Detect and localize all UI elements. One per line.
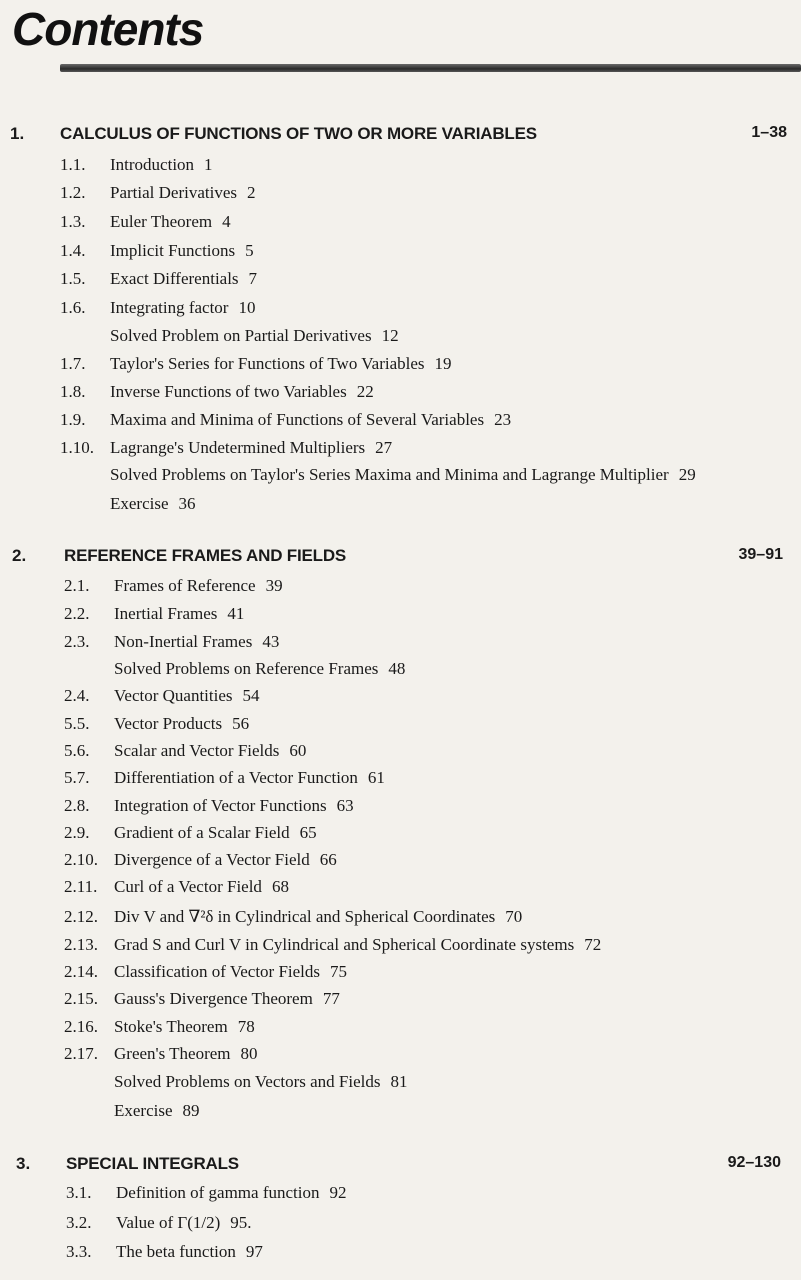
section-title <box>114 875 289 899</box>
section-title <box>114 1042 258 1066</box>
section-page-number: 65 <box>299 823 317 842</box>
section-page-number: 63 <box>336 796 354 815</box>
section-page-number: 92 <box>329 1183 347 1202</box>
section-page-number: 43 <box>262 632 280 651</box>
section-title <box>110 324 399 348</box>
chapter-page-range: 39–91 <box>738 546 783 563</box>
section-number: 1.6. <box>60 298 86 317</box>
section-title-text: Differentiation of a Vector Function <box>114 768 358 787</box>
section-number: 3.2. <box>66 1213 92 1232</box>
section-page-number: 60 <box>289 741 307 760</box>
section-page-number: 70 <box>505 907 523 926</box>
section-title-text: Frames of Reference <box>114 576 256 595</box>
chapter-heading <box>0 1154 801 1180</box>
section-title <box>116 1211 252 1235</box>
section-title <box>114 987 340 1011</box>
section-number: 2.11. <box>64 877 98 896</box>
section-number: 2.17. <box>64 1044 98 1063</box>
section-page-number: 36 <box>178 494 196 513</box>
section-page-number: 54 <box>242 686 260 705</box>
section-number: 2.14. <box>64 962 98 981</box>
section-page-number: 48 <box>388 659 406 678</box>
section-number: 1.3. <box>60 212 86 231</box>
section-page-number: 12 <box>381 326 399 345</box>
section-title-text: Exercise <box>114 1101 173 1120</box>
section-title <box>110 296 255 320</box>
chapter-heading <box>0 546 801 572</box>
chapter-title: REFERENCE FRAMES AND FIELDS <box>64 546 347 565</box>
section-title <box>114 1070 407 1094</box>
section-number: 3.1. <box>66 1183 92 1202</box>
section-title-text: Partial Derivatives <box>110 183 237 202</box>
section-page-number: 27 <box>375 438 393 457</box>
section-number: 1.7. <box>60 354 86 373</box>
section-title-text: Euler Theorem <box>110 212 213 231</box>
section-number: 1.5. <box>60 269 86 288</box>
chapter-number: 1. <box>10 124 25 143</box>
section-number: 1.8. <box>60 382 86 401</box>
section-title-text: Green's Theorem <box>114 1044 231 1063</box>
section-title <box>114 848 337 872</box>
section-number: 5.7. <box>64 768 90 787</box>
section-page-number: 7 <box>248 269 258 288</box>
chapter-number: 2. <box>12 546 27 565</box>
section-title-text: Exact Differentials <box>110 269 239 288</box>
chapter-title: SPECIAL INTEGRALS <box>66 1154 239 1173</box>
section-title-text: Solved Problems on Reference Frames <box>114 659 379 678</box>
section-title <box>110 380 374 404</box>
section-title-text: Inverse Functions of two Variables <box>110 382 347 401</box>
chapter-page-range: 92–130 <box>727 1154 781 1171</box>
section-title <box>110 153 213 177</box>
section-title <box>114 684 260 708</box>
section-title <box>114 712 249 736</box>
section-title-text: Exercise <box>110 494 169 513</box>
section-number: 1.2. <box>60 183 86 202</box>
section-title <box>114 1015 255 1039</box>
section-page-number: 19 <box>434 354 452 373</box>
section-title-text: Solved Problems on Vectors and Fields <box>114 1072 381 1091</box>
section-number: 2.9. <box>64 823 90 842</box>
section-number: 2.10. <box>64 850 98 869</box>
section-title <box>114 905 522 929</box>
section-title-text: Lagrange's Undetermined Multipliers <box>110 438 366 457</box>
section-page-number: 1 <box>204 155 213 174</box>
section-number: 1.4. <box>60 241 86 260</box>
section-page-number: 5 <box>245 241 254 260</box>
section-title <box>110 436 392 460</box>
section-number: 2.12. <box>64 907 98 926</box>
section-title-text: Gauss's Divergence Theorem <box>114 989 313 1008</box>
section-page-number: 75 <box>330 962 348 981</box>
title-rule <box>60 64 801 72</box>
section-title <box>116 1181 346 1205</box>
section-number: 2.3. <box>64 632 90 651</box>
section-page-number: 29 <box>678 465 696 484</box>
section-title <box>114 602 244 626</box>
section-title <box>116 1240 263 1264</box>
section-number: 2.1. <box>64 576 90 595</box>
section-number: 2.16. <box>64 1017 98 1036</box>
section-page-number: 72 <box>584 935 602 954</box>
section-title-text: Non-Inertial Frames <box>114 632 253 651</box>
section-title-text: Integration of Vector Functions <box>114 796 327 815</box>
section-title <box>110 210 231 234</box>
section-title-text: Integrating factor <box>110 298 229 317</box>
section-page-number: 56 <box>232 714 250 733</box>
section-title <box>114 821 317 845</box>
section-page-number: 4 <box>222 212 231 231</box>
section-title <box>110 267 257 291</box>
section-title-text: Scalar and Vector Fields <box>114 741 280 760</box>
section-title <box>110 408 511 432</box>
section-number: 1.9. <box>60 410 86 429</box>
section-page-number: 89 <box>182 1101 200 1120</box>
chapter-page-range: 1–38 <box>751 124 787 141</box>
section-page-number: 2 <box>247 183 256 202</box>
section-title <box>114 1099 200 1123</box>
chapter-heading <box>0 124 801 150</box>
section-page-number: 23 <box>494 410 512 429</box>
section-page-number: 77 <box>322 989 340 1008</box>
section-title-text: Curl of a Vector Field <box>114 877 262 896</box>
section-title <box>114 574 283 598</box>
section-number: 5.5. <box>64 714 90 733</box>
section-title-text: Vector Quantities <box>114 686 233 705</box>
section-title-text: Solved Problem on Partial Derivatives <box>110 326 372 345</box>
section-number: 2.15. <box>64 989 98 1008</box>
section-title <box>110 463 696 487</box>
section-page-number: 95. <box>230 1213 252 1232</box>
section-title <box>110 181 256 205</box>
section-number: 2.13. <box>64 935 98 954</box>
section-title-text: Maxima and Minima of Functions of Several Variables <box>110 410 485 429</box>
section-page-number: 80 <box>240 1044 258 1063</box>
section-title <box>110 239 254 263</box>
section-number: 3.3. <box>66 1242 92 1261</box>
section-number: 1.1. <box>60 155 86 174</box>
section-title <box>114 630 279 654</box>
section-title-text: Gradient of a Scalar Field <box>114 823 290 842</box>
section-number: 2.2. <box>64 604 90 623</box>
section-number: 2.4. <box>64 686 90 705</box>
section-title <box>114 766 385 790</box>
section-page-number: 39 <box>265 576 283 595</box>
section-page-number: 68 <box>271 877 289 896</box>
section-title-text: Introduction <box>110 155 195 174</box>
section-title <box>114 794 354 818</box>
section-number: 1.10. <box>60 438 94 457</box>
section-title <box>114 933 601 957</box>
section-title-text: The beta function <box>116 1242 236 1261</box>
section-number: 5.6. <box>64 741 90 760</box>
section-page-number: 66 <box>319 850 337 869</box>
section-title <box>110 492 196 516</box>
section-title <box>114 960 347 984</box>
section-page-number: 81 <box>390 1072 408 1091</box>
section-title-text: Divergence of a Vector Field <box>114 850 310 869</box>
section-title-text: Inertial Frames <box>114 604 218 623</box>
section-title-text: Value of Γ(1/2) <box>116 1213 221 1232</box>
section-title <box>114 657 405 681</box>
page-title: Contents <box>12 3 204 55</box>
section-title-text: Classification of Vector Fields <box>114 962 321 981</box>
section-title-text: Taylor's Series for Functions of Two Variables <box>110 354 425 373</box>
section-page-number: 41 <box>227 604 245 623</box>
section-page-number: 22 <box>356 382 374 401</box>
section-number: 2.8. <box>64 796 90 815</box>
section-title-text: Solved Problems on Taylor's Series Maxima and Minima and Lagrange Multiplier <box>110 465 669 484</box>
section-title-text: Vector Products <box>114 714 223 733</box>
chapter-title: CALCULUS OF FUNCTIONS OF TWO OR MORE VARIABLES <box>60 124 537 143</box>
section-title-text: Div V and ∇²δ in Cylindrical and Spherical Coordinates <box>114 907 496 926</box>
section-title-text: Stoke's Theorem <box>114 1017 228 1036</box>
section-title <box>110 352 452 376</box>
section-page-number: 78 <box>237 1017 255 1036</box>
section-title-text: Definition of gamma function <box>116 1183 320 1202</box>
section-title-text: Implicit Functions <box>110 241 236 260</box>
section-page-number: 61 <box>367 768 385 787</box>
section-page-number: 97 <box>245 1242 263 1261</box>
section-page-number: 10 <box>238 298 256 317</box>
section-title-text: Grad S and Curl V in Cylindrical and Spherical Coordinate systems <box>114 935 575 954</box>
chapter-number: 3. <box>16 1154 31 1173</box>
section-title <box>114 739 306 763</box>
